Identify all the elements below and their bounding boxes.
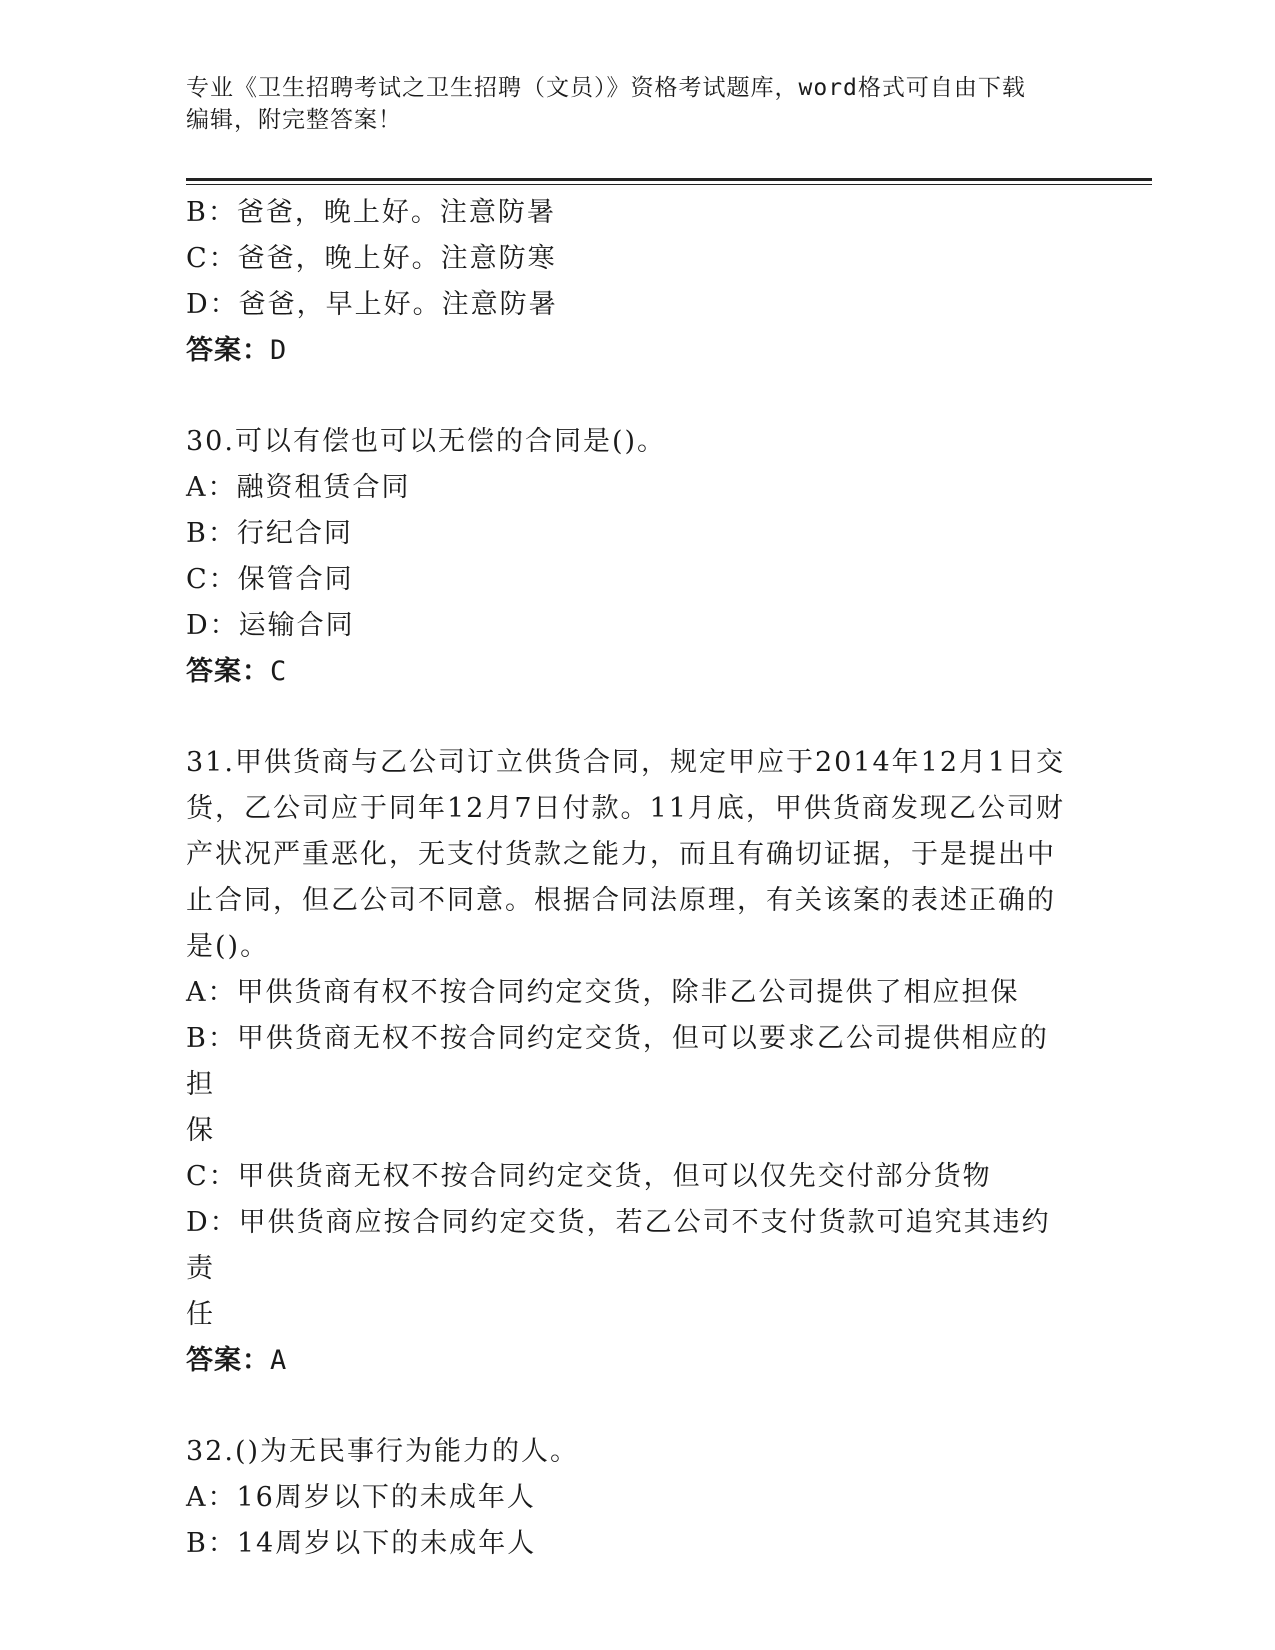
question-stem: 32.()为无民事行为能力的人。 [186,1436,580,1467]
option-c: C：保管合同 [186,564,354,595]
answer-line [186,1338,1076,1384]
answer-label: 答案： [186,335,270,366]
header-divider-thin [186,184,1152,185]
header-title-line-1: 专业《卫生招聘考试之卫生招聘（文员）》资格考试题库，word格式可自由下载 [186,75,1026,101]
option-d: D：甲供货商应按合同约定交货，若乙公司不支付货款可追究其违约责 [186,1207,1051,1284]
question-29-tail [186,190,1076,374]
question-stem-line: 产状况严重恶化，无支付货款之能力，而且有确切证据，于是提出中 [186,839,1056,870]
option-b-continued: 保 [186,1115,215,1146]
header-title-line-2: 编辑，附完整答案！ [186,107,402,133]
option-a: A：甲供货商有权不按合同约定交货，除非乙公司提供了相应担保 [186,977,1020,1008]
option-a: A：16周岁以下的未成年人 [186,1482,536,1513]
question-content [186,190,1076,1567]
question-stem-line: 止合同，但乙公司不同意。根据合同法原理，有关该案的表述正确的 [186,885,1056,916]
option-b: B：行纪合同 [186,518,353,549]
answer-line [186,328,1076,374]
answer-label: 答案： [186,1345,270,1376]
option-b: B：甲供货商无权不按合同约定交货，但可以要求乙公司提供相应的担 [186,1023,1049,1100]
question-31 [186,740,1076,1384]
question-stem-line: 货，乙公司应于同年12月7日付款。11月底，甲供货商发现乙公司财 [186,793,1065,824]
option-d: D：运输合同 [186,610,355,641]
answer-value: A [270,1345,288,1376]
spacer [186,1384,1076,1429]
question-32 [186,1429,1076,1567]
spacer [186,374,1076,419]
question-stem-line: 是()。 [186,931,270,962]
document-header [186,72,1066,136]
answer-value: D [270,335,288,366]
answer-line [186,649,1076,695]
answer-label: 答案： [186,656,270,687]
option-c: C：甲供货商无权不按合同约定交货，但可以仅先交付部分货物 [186,1161,992,1192]
option-a: A：融资租赁合同 [186,472,411,503]
question-stem: 30.可以有偿也可以无偿的合同是()。 [186,426,667,457]
option-d-continued: 任 [186,1299,215,1330]
option-b: B：爸爸，晚上好。注意防暑 [186,197,556,228]
answer-value: C [270,656,288,687]
spacer [186,695,1076,740]
question-30 [186,419,1076,695]
option-c: C：爸爸，晚上好。注意防寒 [186,243,557,274]
option-d: D：爸爸，早上好。注意防暑 [186,289,558,320]
header-divider-thick [186,178,1152,181]
option-b: B：14周岁以下的未成年人 [186,1528,537,1559]
question-stem-line: 31.甲供货商与乙公司订立供货合同，规定甲应于2014年12月1日交 [186,747,1066,778]
